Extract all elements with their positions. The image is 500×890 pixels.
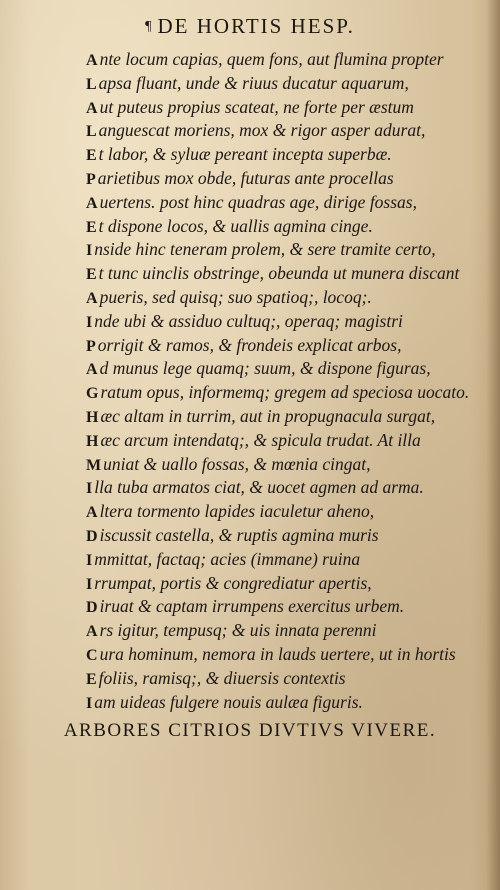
verse-text: ratum opus, informemq; gregem ad speciosa uocato. — [100, 382, 470, 403]
verse-text: ut puteus propius scateat, ne forte per æstum — [99, 96, 414, 117]
verse-initial: E — [86, 147, 97, 165]
verse-initial: L — [86, 75, 97, 93]
verse-line — [86, 429, 466, 453]
verse-text: ltera tormento lapides iaculetur aheno, — [99, 501, 375, 522]
verse-line — [86, 334, 466, 358]
verse-initial: A — [86, 289, 98, 307]
verse-initial: L — [86, 123, 97, 141]
verse-text: ura hominum, nemora in lauds uertere, ut in hortis — [99, 643, 456, 664]
verse-initial: A — [86, 99, 98, 117]
verse-initial: P — [86, 337, 96, 355]
verse-initial: M — [86, 456, 102, 474]
verse-initial: A — [86, 194, 98, 212]
verse-initial: A — [86, 52, 98, 69]
verse-text: uniat & uallo fossas, & mœnia cingat, — [103, 453, 371, 474]
verse-text: t dispone locos, & uallis agmina cinge. — [98, 215, 373, 236]
verse-initial: I — [86, 313, 93, 331]
verse-text: foliis, ramisq;, & diuersis contextis — [98, 667, 346, 688]
verse-line — [86, 286, 466, 310]
verse-initial: E — [86, 218, 97, 236]
verse-text: nside hinc teneram prolem, & sere tramite certo, — [94, 239, 436, 260]
verse-line — [86, 405, 466, 429]
verse-initial: I — [86, 551, 93, 569]
verse-line — [86, 524, 466, 548]
verse-line — [86, 357, 466, 381]
verse-initial: E — [86, 266, 97, 284]
verse-text: pueris, sed quisq; suo spatioq;, locoq;. — [99, 286, 372, 307]
page-edge-shadow — [486, 0, 500, 890]
verse-line — [86, 96, 466, 120]
pilcrow-mark: ¶ — [145, 19, 154, 34]
verse-line — [86, 619, 466, 643]
verse-initial: G — [86, 385, 99, 403]
verse-initial: D — [86, 599, 98, 617]
verse-initial: I — [86, 480, 93, 498]
verse-line — [86, 500, 466, 524]
verse-text: arietibus mox obde, futuras ante procellas — [97, 167, 394, 188]
verse-text: t tunc uinclis obstringe, obeunda ut munera discant — [98, 263, 460, 284]
verse-initial: P — [86, 170, 96, 188]
verse-line — [86, 572, 466, 596]
verse-line — [86, 119, 466, 143]
verse-line — [86, 215, 466, 239]
verse-text: uertens. post hinc quadras age, dirige fossas, — [99, 191, 417, 212]
verse-text: mmittat, factaq; acies (immane) ruina — [94, 548, 361, 569]
verse-text: iscussit castella, & ruptis agmina muris — [99, 524, 379, 545]
verse-text: apsa fluant, unde & riuus ducatur aquarum, — [98, 72, 409, 93]
verse-line — [86, 691, 466, 715]
verse-line — [86, 143, 466, 167]
verse-text: anguescat moriens, mox & rigor asper adurat, — [98, 120, 426, 141]
verse-initial: I — [86, 694, 93, 712]
verse-block — [86, 48, 470, 714]
verse-initial: H — [86, 432, 99, 450]
verse-line — [86, 191, 466, 215]
verse-text: lla tuba armatos ciat, & uocet agmen ad arma. — [94, 477, 424, 498]
verse-initial: I — [86, 575, 93, 593]
verse-line — [86, 595, 466, 619]
verse-text: rs igitur, tempusq; & uis innata perenni — [99, 620, 377, 641]
verse-initial: E — [86, 670, 97, 688]
verse-line — [86, 381, 470, 405]
verse-text: iruat & captam irrumpens exercitus urbem. — [99, 596, 405, 617]
verse-text: d munus lege quamq; suum, & dispone figuras, — [99, 358, 431, 379]
verse-line — [86, 667, 466, 691]
verse-line — [86, 48, 466, 72]
running-head — [0, 14, 500, 39]
verse-initial: A — [86, 623, 98, 641]
verse-text: t labor, & syluæ pereant incepta superbæ. — [98, 144, 392, 165]
verse-initial: I — [86, 242, 93, 260]
verse-line — [86, 238, 466, 262]
verse-text: æc altam in turrim, aut in propugnacula surgat, — [100, 405, 436, 426]
verse-initial: D — [86, 527, 98, 545]
verse-text: orrigit & ramos, & frondeis explicat arbos, — [97, 334, 402, 355]
verse-text: nte locum capias, quem fons, aut flumina propter — [99, 49, 444, 69]
verse-text: nde ubi & assiduo cultuq;, operaq; magistri — [94, 310, 403, 331]
verse-line — [86, 548, 466, 572]
verse-initial: H — [86, 408, 99, 426]
verse-line — [86, 262, 466, 286]
verse-line — [86, 167, 466, 191]
verse-initial: A — [86, 504, 98, 522]
verse-text: rrumpat, portis & congrediatur apertis, — [94, 572, 372, 593]
verse-initial: A — [86, 361, 98, 379]
verse-line — [86, 643, 466, 667]
section-heading: ARBORES CITRIOS DIVTIVS VIVERE. — [63, 720, 437, 741]
verse-line — [86, 72, 466, 96]
verse-line — [86, 453, 466, 477]
verse-text: æc arcum intendatq;, & spicula trudat. At illa — [100, 429, 421, 450]
verse-initial: C — [86, 646, 98, 664]
running-head-text: DE HORTIS HESP. — [157, 14, 355, 38]
verse-text: am uideas fulgere nouis aulæa figuris. — [94, 691, 363, 712]
verse-line — [86, 310, 466, 334]
verse-line — [86, 476, 466, 500]
